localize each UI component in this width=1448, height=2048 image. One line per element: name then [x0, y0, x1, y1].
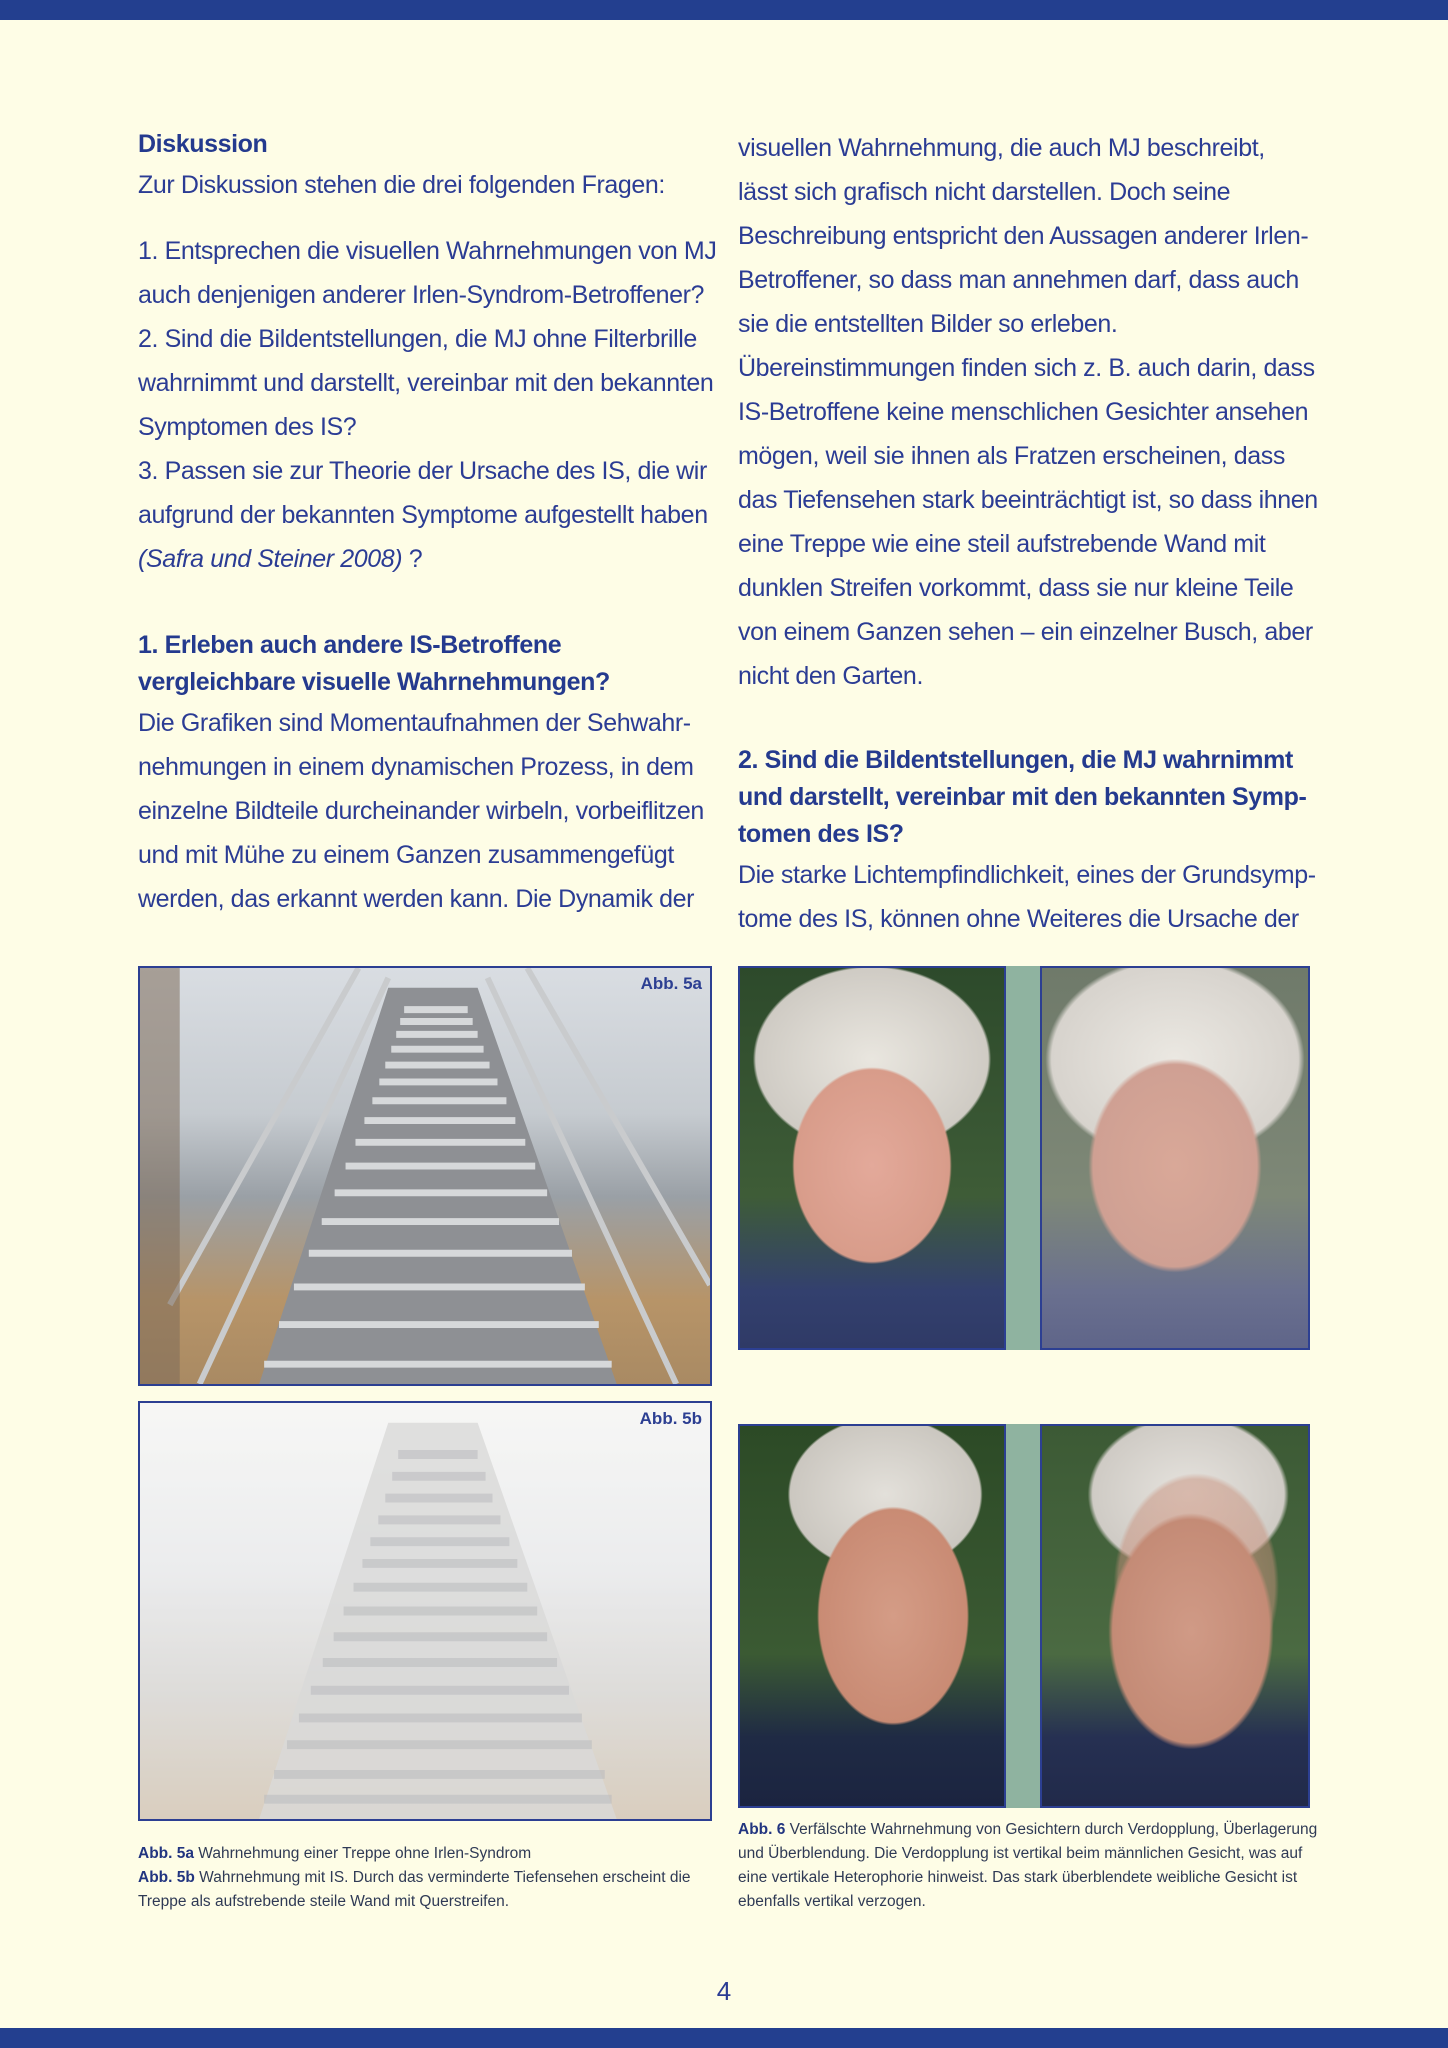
- question-3-text: 3. Passen sie zur Theorie der Ursache des IS, die wir aufgrund der bekannten Symptome aufgestellt haben: [138, 457, 708, 529]
- top-border-bar: [0, 0, 1448, 20]
- caption-6-text: Verfälschte Wahrnehmung von Gesichtern durch Verdopplung, Überlagerung und Überblendung. Die Verdopplung ist vertikal beim männlichen Gesicht, was auf eine vertikale Heterophorie hinweist. Das stark überblendete weibliche Gesicht ist ebenfalls vertikal verzogen.: [738, 1821, 1318, 1910]
- section-1-heading: 1. Erleben auch andere IS-Betroffene vergleichbare visuelle Wahrnehmungen?: [138, 631, 610, 696]
- figure-5b-label: Abb. 5b: [639, 1409, 702, 1428]
- question-3-citation: (Safra und Steiner 2008): [138, 545, 403, 573]
- discussion-heading: Diskussion: [138, 130, 268, 158]
- stairs-illustration: [140, 968, 710, 1384]
- figure-5-caption: [138, 1842, 718, 1914]
- figure-5a-label: Abb. 5a: [640, 974, 702, 993]
- page-number: 4: [716, 1976, 732, 2006]
- caption-5a-text: Wahrnehmung einer Treppe ohne Irlen-Syndrom: [193, 1845, 532, 1862]
- question-3: [138, 449, 718, 581]
- figure-5b-blurred-stairs-photo: [138, 1401, 712, 1821]
- figure-5a-stairs-photo: [138, 966, 712, 1386]
- section-2-heading: 2. Sind die Bildentstellungen, die MJ wahrnimmt und darstellt, vereinbar mit den bekannten Symp-tomen des IS?: [738, 746, 1307, 848]
- question-3-end: ?: [402, 545, 423, 573]
- figure-6-caption: [738, 1818, 1318, 1914]
- section-1-text: Die Grafiken sind Momentaufnahmen der Sehwahr-nehmungen in einem dynamischen Prozess, in dem einzelne Bildteile durcheinander wirbeln, vorbeiflitzen und mit Mühe zu einem Ganzen zusammengefügt werden, das erkannt werden kann. Die Dynamik der: [138, 709, 704, 913]
- man-portrait-doubled-photo: [1040, 1424, 1310, 1808]
- question-1: 1. Entsprechen die visuellen Wahrnehmungen von MJ auch denjenigen anderer Irlen-Syndrom-Betroffener?: [138, 237, 717, 309]
- section-2-text: Die starke Lichtempfindlichkeit, eines der Grundsymp-tome des IS, können ohne Weiteres die Ursache der: [738, 861, 1316, 933]
- caption-5b: [138, 1866, 718, 1914]
- right-continuation-text: visuellen Wahrnehmung, die auch MJ beschreibt, lässt sich grafisch nicht darstellen. Doch seine Beschreibung entspricht den Aussagen anderer Irlen-Betroffener, so dass man annehmen darf, dass auch sie die entstellten Bilder so erleben.: [738, 134, 1309, 338]
- caption-5b-label: Abb. 5b: [138, 1869, 195, 1886]
- question-2: 2. Sind die Bildentstellungen, die MJ ohne Filterbrille wahrnimmt und darstellt, vereinbar mit den bekannten Symptomen des IS?: [138, 325, 714, 441]
- man-portrait-photo: [738, 1424, 1006, 1808]
- discussion-intro: Zur Diskussion stehen die drei folgenden Fragen:: [138, 171, 665, 199]
- bottom-border-bar: [0, 2028, 1448, 2048]
- blurred-stairs-illustration: [140, 1403, 710, 1819]
- figure-6-separator-top: [1004, 966, 1040, 1350]
- woman-portrait-photo: [738, 966, 1006, 1350]
- caption-6-label: Abb. 6: [738, 1821, 786, 1838]
- right-column: [738, 126, 1318, 941]
- caption-5a-label: Abb. 5a: [138, 1845, 194, 1862]
- figure-6-separator-bottom: [1004, 1424, 1040, 1808]
- woman-portrait-blurred-photo: [1040, 966, 1310, 1350]
- caption-5a: [138, 1842, 718, 1866]
- right-paragraph-2: Übereinstimmungen finden sich z. B. auch darin, dass IS-Betroffene keine menschlichen Gesichter ansehen mögen, weil sie ihnen als Fratzen erscheinen, dass das Tiefensehen stark beeinträchtigt ist, so dass ihnen eine Treppe wie eine steil aufstrebende Wand mit dunklen Streifen vorkommt, dass sie nur kleine Teile von einem Ganzen sehen – ein einzelner Busch, aber nicht den Garten.: [738, 354, 1318, 690]
- left-column: [138, 126, 718, 921]
- caption-5b-text: Wahrnehmung mit IS. Durch das verminderte Tiefensehen erscheint die Treppe als aufstrebende steile Wand mit Querstreifen.: [138, 1869, 691, 1910]
